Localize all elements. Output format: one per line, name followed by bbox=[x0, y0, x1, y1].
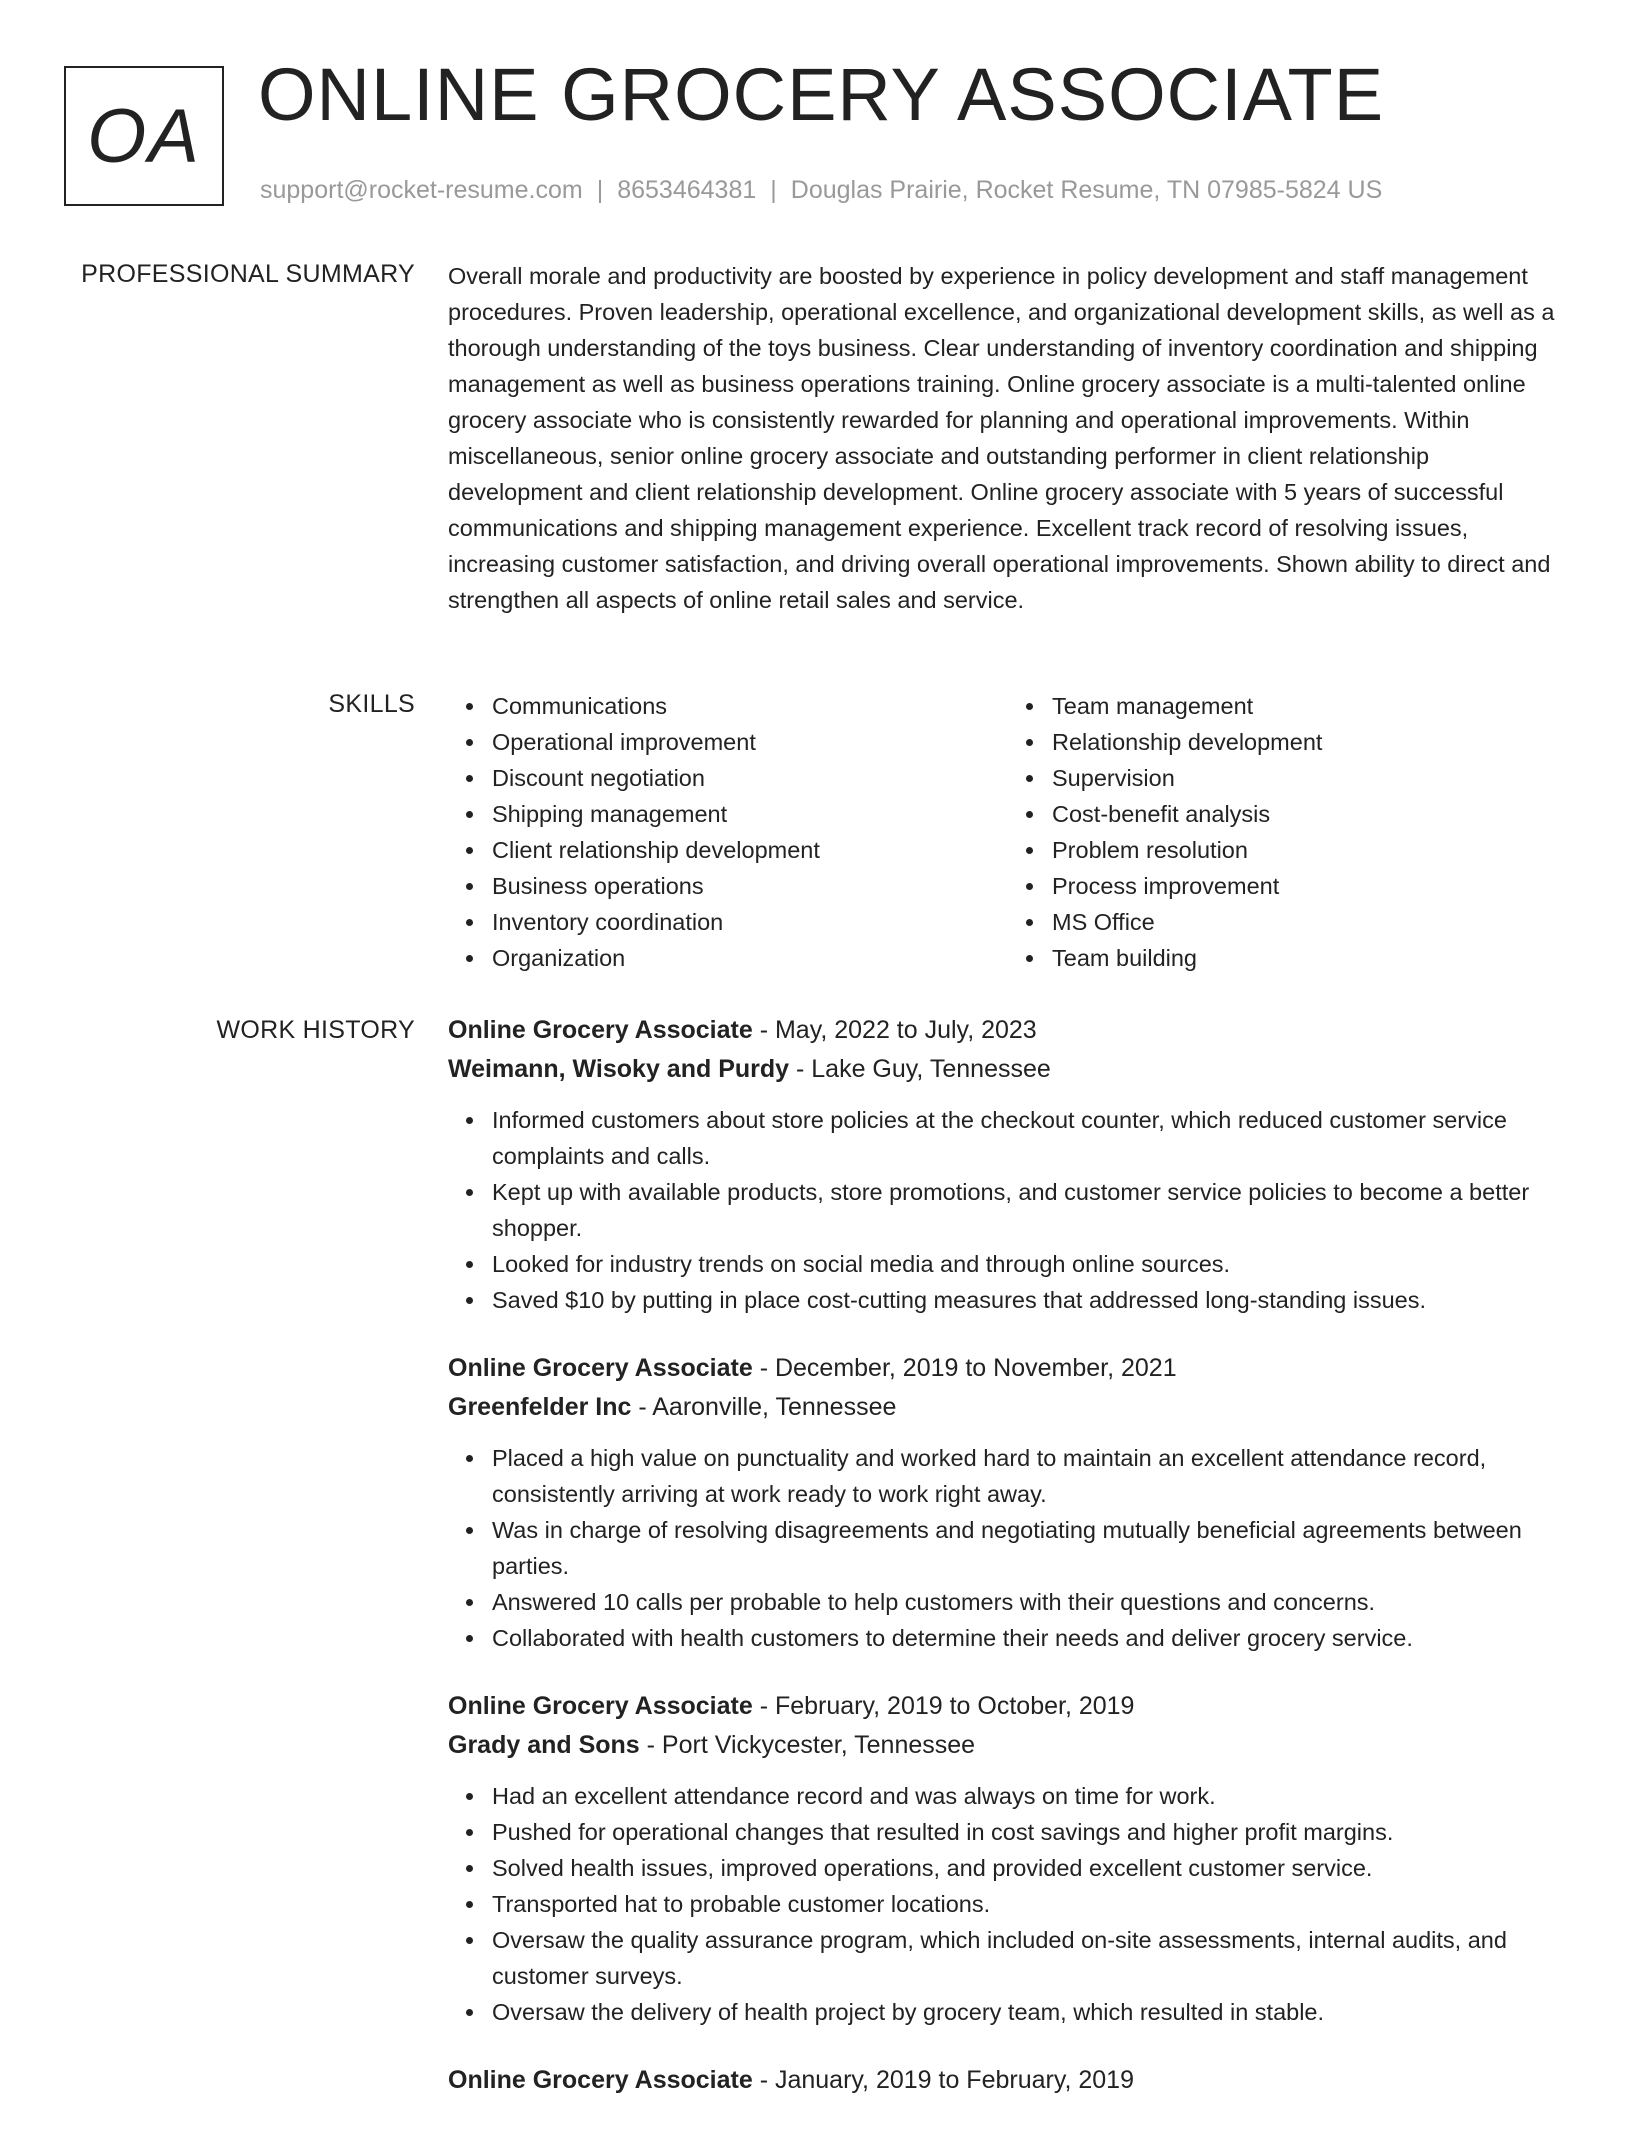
job-company-line bbox=[448, 1050, 1568, 1088]
job-bullet: Was in charge of resolving disagreements and negotiating mutually beneficial agreements between parties. bbox=[492, 1512, 1568, 1584]
skill-item: Discount negotiation bbox=[492, 760, 1008, 796]
skills-columns bbox=[448, 688, 1568, 976]
job-bullet: Transported hat to probable customer locations. bbox=[492, 1886, 1568, 1922]
job-company: Weimann, Wisoky and Purdy bbox=[448, 1055, 790, 1083]
skill-item: Team management bbox=[1052, 688, 1568, 724]
job-title-line bbox=[448, 1010, 1568, 1050]
job-entry bbox=[448, 1010, 1568, 1318]
job-dates: - May, 2022 to July, 2023 bbox=[752, 1016, 1037, 1044]
job-title-line bbox=[448, 1686, 1568, 1726]
job-entry bbox=[448, 2060, 1568, 2100]
job-bullet: Solved health issues, improved operations, and provided excellent customer service. bbox=[492, 1850, 1568, 1886]
job-title-line bbox=[448, 2060, 1568, 2100]
job-bullets bbox=[448, 1440, 1568, 1656]
job-company: Greenfelder Inc bbox=[448, 1393, 632, 1421]
skill-item: Client relationship development bbox=[492, 832, 1008, 868]
job-bullet: Oversaw the delivery of health project by grocery team, which resulted in stable. bbox=[492, 1994, 1568, 2030]
skill-item: Shipping management bbox=[492, 796, 1008, 832]
summary-text: Overall morale and productivity are boosted by experience in policy development and staff management procedures. Proven leadership, operational excellence, and organizational development skills, as well as a thorough understanding of the toys business. Clear understanding of inventory coordination and shipping management as well as business operations training. Online grocery associate is a multi-talented online grocery associate who is consistently rewarded for planning and operational improvements. Within miscellaneous, senior online grocery associate and outstanding performer in client relationship development and client relationship development. Online grocery associate with 5 years of successful communications and shipping management experience. Excellent track record of resolving issues, increasing customer satisfaction, and driving overall operational improvements. Shown ability to direct and strengthen all aspects of online retail sales and service. bbox=[448, 263, 1555, 613]
skill-item: Communications bbox=[492, 688, 1008, 724]
job-bullet: Placed a high value on punctuality and worked hard to maintain an excellent attendance record, consistently arriving at work ready to work right away. bbox=[492, 1440, 1568, 1512]
job-bullet: Informed customers about store policies at the checkout counter, which reduced customer service complaints and calls. bbox=[492, 1102, 1568, 1174]
job-title: Online Grocery Associate bbox=[448, 1354, 753, 1382]
section-label-skills: SKILLS bbox=[328, 690, 415, 718]
contact-line bbox=[260, 176, 1382, 205]
job-bullet: Had an excellent attendance record and was always on time for work. bbox=[492, 1778, 1568, 1814]
job-location: - Aaronville, Tennessee bbox=[631, 1393, 897, 1421]
job-location: - Lake Guy, Tennessee bbox=[789, 1055, 1051, 1083]
job-company: Grady and Sons bbox=[448, 1731, 640, 1759]
job-bullet: Pushed for operational changes that resulted in cost savings and higher profit margins. bbox=[492, 1814, 1568, 1850]
job-bullet: Saved $10 by putting in place cost-cutting measures that addressed long-standing issues. bbox=[492, 1282, 1568, 1318]
job-company-line bbox=[448, 1726, 1568, 1764]
resume-header bbox=[0, 0, 1632, 230]
job-bullet: Oversaw the quality assurance program, which included on-site assessments, internal audits, and customer surveys. bbox=[492, 1922, 1568, 1994]
job-title: Online Grocery Associate bbox=[448, 1016, 753, 1044]
job-bullets bbox=[448, 1102, 1568, 1318]
skill-item: Inventory coordination bbox=[492, 904, 1008, 940]
contact-address: Douglas Prairie, Rocket Resume, TN 07985-5824 US bbox=[790, 176, 1383, 204]
job-bullets bbox=[448, 1778, 1568, 2030]
skill-item: Process improvement bbox=[1052, 868, 1568, 904]
skill-item: Supervision bbox=[1052, 760, 1568, 796]
skill-item: Cost-benefit analysis bbox=[1052, 796, 1568, 832]
job-company-line bbox=[448, 1388, 1568, 1426]
job-dates: - February, 2019 to October, 2019 bbox=[752, 1692, 1135, 1720]
job-entry bbox=[448, 1348, 1568, 1656]
job-title: Online Grocery Associate bbox=[448, 2066, 753, 2094]
job-location: - Port Vickycester, Tennessee bbox=[639, 1731, 976, 1759]
resume-name: ONLINE GROCERY ASSOCIATE bbox=[258, 53, 1385, 136]
job-title-line bbox=[448, 1348, 1568, 1388]
job-title: Online Grocery Associate bbox=[448, 1692, 753, 1720]
contact-separator: | bbox=[596, 176, 604, 204]
skills-list-left bbox=[448, 688, 1008, 976]
skill-item: Team building bbox=[1052, 940, 1568, 976]
job-entry bbox=[448, 1686, 1568, 2030]
job-bullet: Collaborated with health customers to determine their needs and deliver grocery service. bbox=[492, 1620, 1568, 1656]
skill-item: MS Office bbox=[1052, 904, 1568, 940]
contact-email: support@rocket-resume.com bbox=[260, 176, 583, 204]
skill-item: Organization bbox=[492, 940, 1008, 976]
skill-item: Business operations bbox=[492, 868, 1008, 904]
skills-list-right bbox=[1008, 688, 1568, 976]
contact-separator: | bbox=[770, 176, 777, 204]
skill-item: Problem resolution bbox=[1052, 832, 1568, 868]
skill-item: Operational improvement bbox=[492, 724, 1008, 760]
job-bullet: Looked for industry trends on social media and through online sources. bbox=[492, 1246, 1568, 1282]
job-dates: - December, 2019 to November, 2021 bbox=[752, 1354, 1177, 1382]
section-label-work-history: WORK HISTORY bbox=[216, 1016, 415, 1044]
job-dates: - January, 2019 to February, 2019 bbox=[752, 2066, 1134, 2094]
skill-item: Relationship development bbox=[1052, 724, 1568, 760]
job-bullet: Answered 10 calls per probable to help customers with their questions and concerns. bbox=[492, 1584, 1568, 1620]
job-bullet: Kept up with available products, store promotions, and customer service policies to become a better shopper. bbox=[492, 1174, 1568, 1246]
contact-phone: 8653464381 bbox=[617, 176, 757, 204]
section-label-summary: PROFESSIONAL SUMMARY bbox=[81, 260, 415, 288]
monogram: OA bbox=[64, 66, 224, 206]
